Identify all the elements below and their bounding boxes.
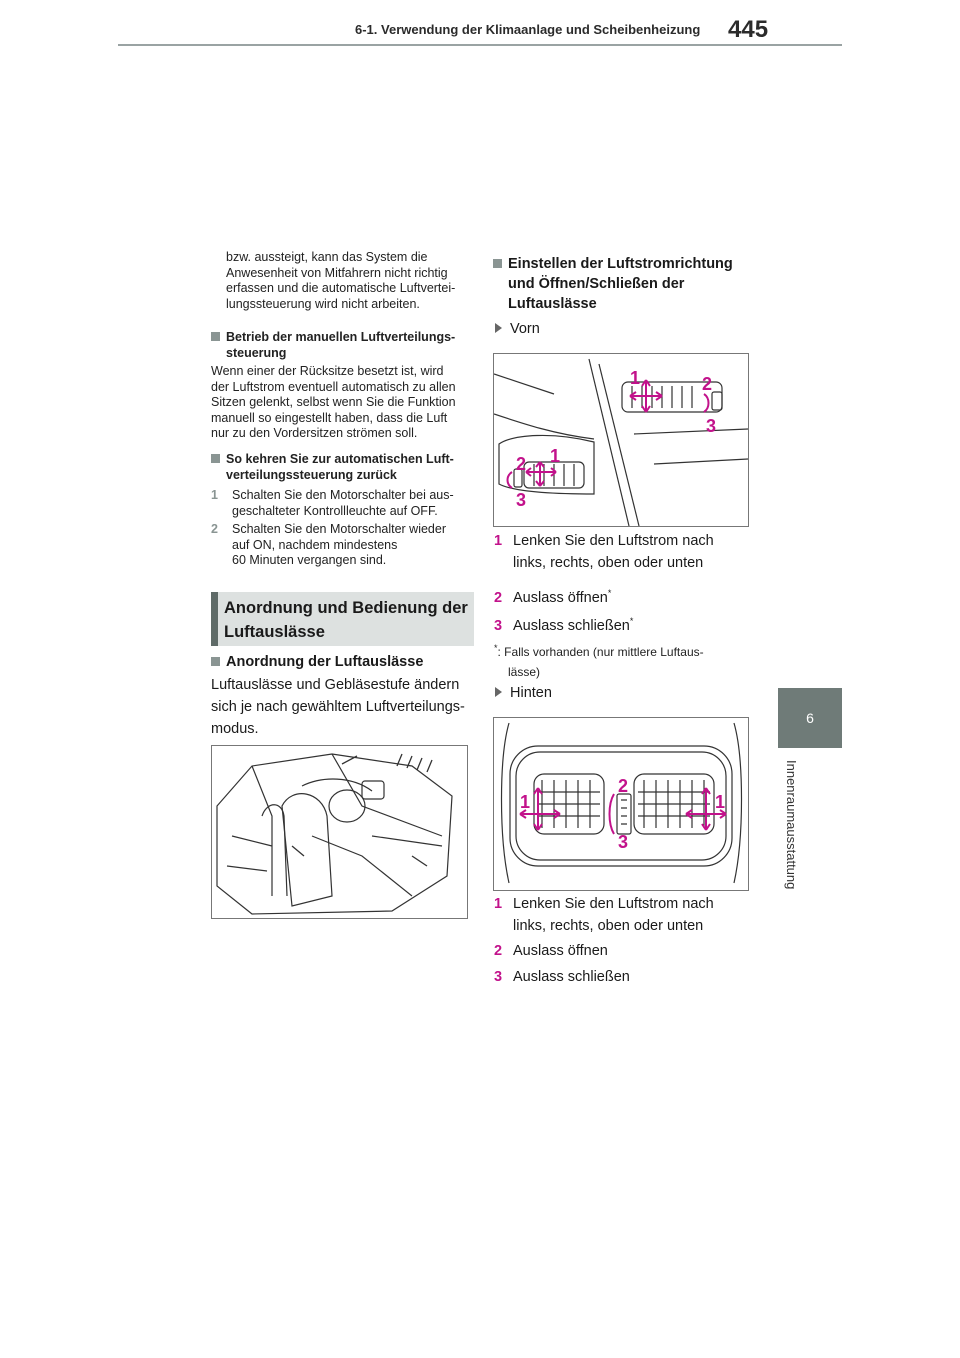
- layout-paragraph: Luftauslässe und Gebläsestufe ändern sich je nach gewähltem Luftverteilungs- modus.: [211, 677, 465, 737]
- front-label: Vorn: [495, 318, 540, 340]
- front-vents-figure: [493, 353, 749, 527]
- direction-heading: Einstellen der Luftstromrichtung und Öffnen/Schließen der Luftauslässe: [493, 254, 763, 314]
- section-title-line: Luftauslässe: [224, 623, 325, 641]
- step-1: 1 Schalten Sie den Motorschalter bei aus- geschalteter Kontrollleuchte auf OFF.: [211, 488, 454, 518]
- callout-number: 2: [702, 374, 713, 394]
- callout-number: 2: [516, 454, 527, 474]
- rear-vents-illustration: [494, 718, 748, 890]
- section-title-box: [211, 592, 474, 646]
- chapter-label-text: Innenraumausstattung: [784, 760, 799, 890]
- section-title-line: Anordnung und Bedienung der: [224, 599, 468, 617]
- callout-number: 1: [520, 792, 531, 812]
- layout-heading: Anordnung der Luftauslässe: [211, 652, 423, 672]
- callout-number: 2: [618, 776, 629, 796]
- footnote: *: Falls vorhanden (nur mittlere Luftaus- lässe): [494, 643, 704, 679]
- cabin-vents-figure: [211, 745, 468, 919]
- square-bullet-icon: [493, 259, 502, 268]
- square-bullet-icon: [211, 454, 220, 463]
- callout-number: 1: [550, 446, 561, 466]
- intro-paragraph: bzw. aussteigt, kann das System die Anwesenheit von Mitfahrern nicht richtig erfassen und die automatische Luftvertei- lungssteuerung wird nicht arbeiten.: [226, 250, 456, 311]
- rear-item-2: 2 Auslass öffnen: [494, 943, 608, 959]
- header-rule: [118, 44, 842, 46]
- triangle-bullet-icon: [495, 323, 502, 333]
- chapter-tab[interactable]: 6: [778, 688, 842, 748]
- running-header: 6-1. Verwendung der Klimaanlage und Scheibenheizung: [355, 22, 701, 37]
- rear-item-3: 3 Auslass schließen: [494, 969, 630, 985]
- step-2: 2 Schalten Sie den Motorschalter wieder auf ON, nachdem mindestens 60 Minuten vergangen sind.: [211, 522, 447, 567]
- chapter-label: [781, 760, 805, 960]
- front-item-2: 2 Auslass öffnen*: [494, 588, 612, 606]
- square-bullet-icon: [211, 332, 220, 341]
- callout-number: 1: [630, 368, 641, 388]
- triangle-bullet-icon: [495, 687, 502, 697]
- cabin-illustration: [212, 746, 467, 918]
- callout-number: 3: [618, 832, 629, 852]
- rear-vents-figure: [493, 717, 749, 891]
- callout-number: 3: [516, 490, 527, 510]
- front-item-3: 3 Auslass schließen*: [494, 616, 634, 634]
- page-number: 445: [728, 16, 769, 43]
- front-vents-illustration: [494, 354, 748, 526]
- square-bullet-icon: [211, 657, 220, 666]
- manual-paragraph: Wenn einer der Rücksitze besetzt ist, wird der Luftstrom eventuell automatisch zu allen Sitzen gelenkt, selbst wenn Sie die Funktion manuell so eingestellt haben, dass die Luft nur zu den Vordersitzen strömen soll.: [211, 364, 456, 440]
- callout-number: 3: [706, 416, 717, 436]
- return-heading: So kehren Sie zur automatischen Luft- verteilungssteuerung zurück: [211, 452, 471, 483]
- rear-item-1: 1 Lenken Sie den Luftstrom nach links, rechts, oben oder unten: [494, 896, 714, 934]
- front-item-1: 1 Lenken Sie den Luftstrom nach links, rechts, oben oder unten: [494, 533, 714, 571]
- rear-label: Hinten: [495, 682, 552, 704]
- callout-number: 1: [715, 792, 726, 812]
- manual-heading: Betrieb der manuellen Luftverteilungs- steuerung: [211, 330, 471, 361]
